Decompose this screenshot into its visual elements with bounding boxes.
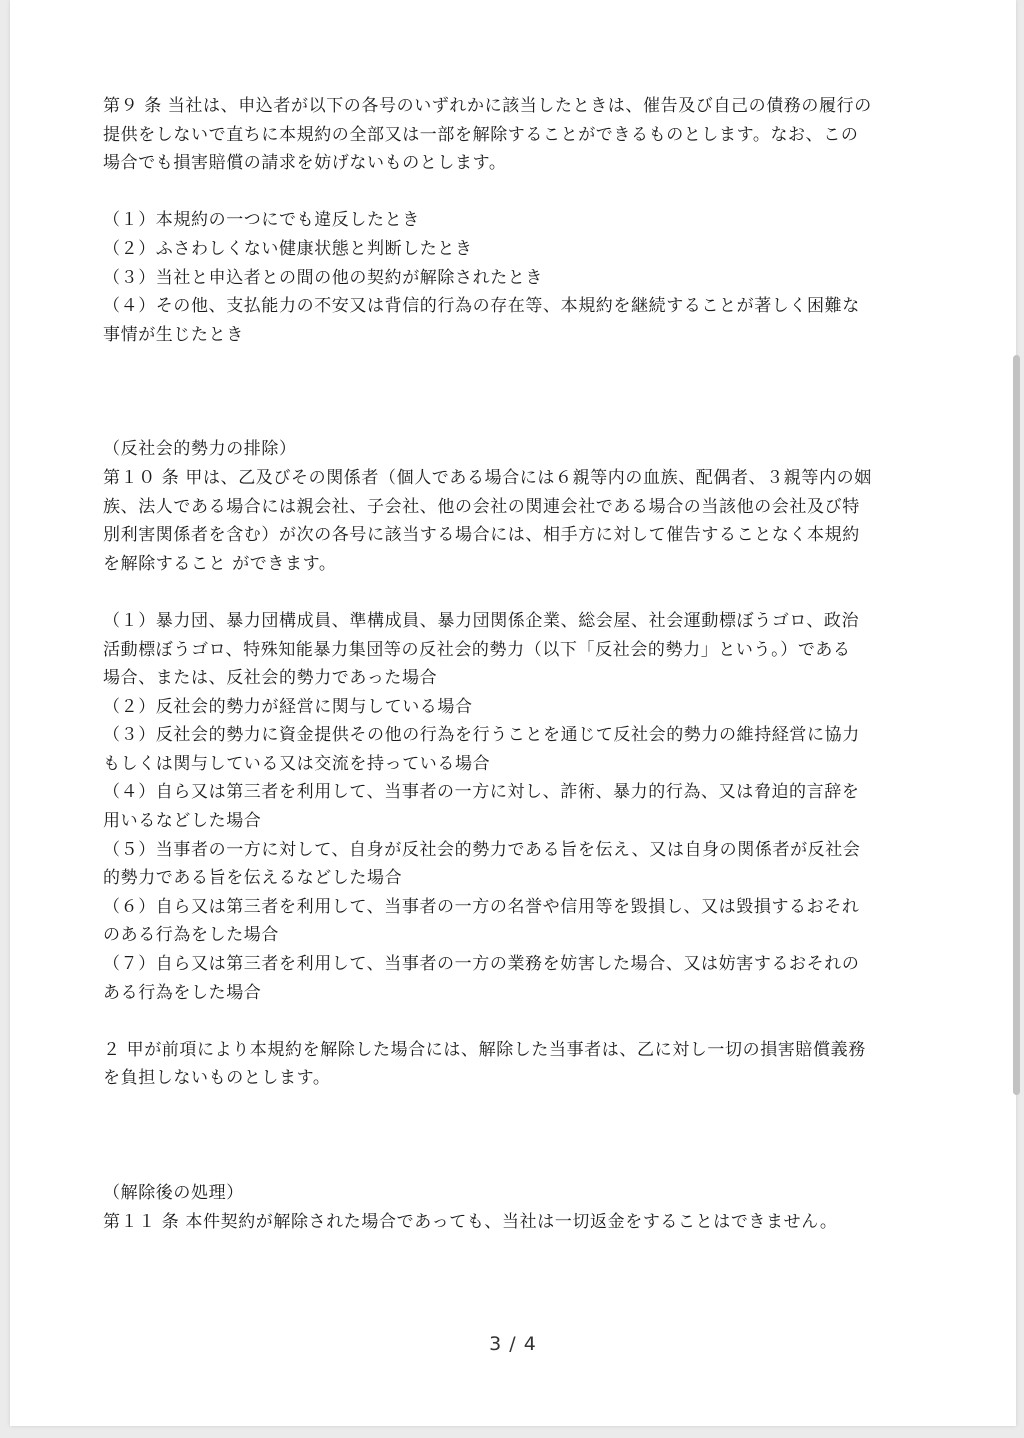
page-number: 3 / 4 [489,1333,537,1355]
text-line: 別利害関係者を含む）が次の各号に該当する場合には、相手方に対して催告することなく本規約 [103,525,860,546]
list-item: （３）当社と申込者との間の他の契約が解除されたとき [103,267,543,288]
list-item: （２）反社会的勢力が経営に関与している場合 [103,696,473,717]
list-item: （２）ふさわしくない健康状態と判断したとき [103,238,473,259]
article-9 [103,92,933,349]
page-content [103,92,933,1236]
list-item-continuation: 活動標ぼうゴロ、特殊知能暴力集団等の反社会的勢力（以下「反社会的勢力」という。）である [103,639,851,660]
text-line: を解除すること ができます。 [103,553,337,574]
list-item: （５）当事者の一方に対して、自身が反社会的勢力である旨を伝え、又は自身の関係者が反社会 [103,839,861,860]
list-item: （７）自ら又は第三者を利用して、当事者の一方の業務を妨害した場合、又は妨害するおそれの [103,954,860,975]
scrollbar-thumb[interactable] [1013,355,1020,1095]
list-item-continuation: 場合、または、反社会的勢力であった場合 [103,668,438,689]
text-line: 第１０ 条 甲は、乙及びその関係者（個人である場合には６親等内の血族、配偶者、３親等内の姻 [103,467,872,488]
list-item: （１）本規約の一つにでも違反したとき [103,210,420,231]
list-item: （３）反社会的勢力に資金提供その他の行為を行うことを通じて反社会的勢力の維持経営に協力 [103,725,860,746]
paragraph-line: ２ 甲が前項により本規約を解除した場合には、解除した当事者は、乙に対し一切の損害賠償義務 [103,1039,866,1060]
section-heading: （反社会的勢力の排除） [103,439,297,460]
text-line: 場合でも損害賠償の請求を妨げないものとします。 [103,153,507,174]
text-line: 族、法人である場合には親会社、子会社、他の会社の関連会社である場合の当該他の会社及び特 [103,496,860,517]
document-page [10,0,1016,1426]
list-item-continuation: 的勢力である旨を伝えるなどした場合 [103,868,403,889]
paragraph-line: を負担しないものとします。 [103,1068,331,1089]
text-line: 第１１ 条 本件契約が解除された場合であっても、当社は一切返金をすることはできません。 [103,1211,838,1232]
article-11 [103,1179,933,1236]
list-item-continuation: 事情が生じたとき [103,324,244,345]
list-item: （６）自ら又は第三者を利用して、当事者の一方の名誉や信用等を毀損し、又は毀損するおそれ [103,896,860,917]
section-heading: （解除後の処理） [103,1183,244,1203]
list-item-continuation: のある行為をした場合 [103,925,279,946]
text-line: 第９ 条 当社は、申込者が以下の各号のいずれかに該当したときは、催告及び自己の債務の履行の [103,96,872,116]
list-item-continuation: もしくは関与している又は交流を持っている場合 [103,753,491,774]
list-item: （４）自ら又は第三者を利用して、当事者の一方に対し、詐術、暴力的行為、又は脅迫的言辞を [103,782,860,803]
list-item: （１）暴力団、暴力団構成員、準構成員、暴力団関係企業、総会屋、社会運動標ぼうゴロ、政治 [103,610,860,631]
list-item-continuation: 用いるなどした場合 [103,811,262,832]
list-item: （４）その他、支払能力の不安又は背信的行為の存在等、本規約を継続することが著しく困難な [103,296,860,317]
text-line: 提供をしないで直ちに本規約の全部又は一部を解除することができるものとします。なお、この [103,124,859,145]
article-10 [103,435,933,1093]
list-item-continuation: ある行為をした場合 [103,982,262,1003]
